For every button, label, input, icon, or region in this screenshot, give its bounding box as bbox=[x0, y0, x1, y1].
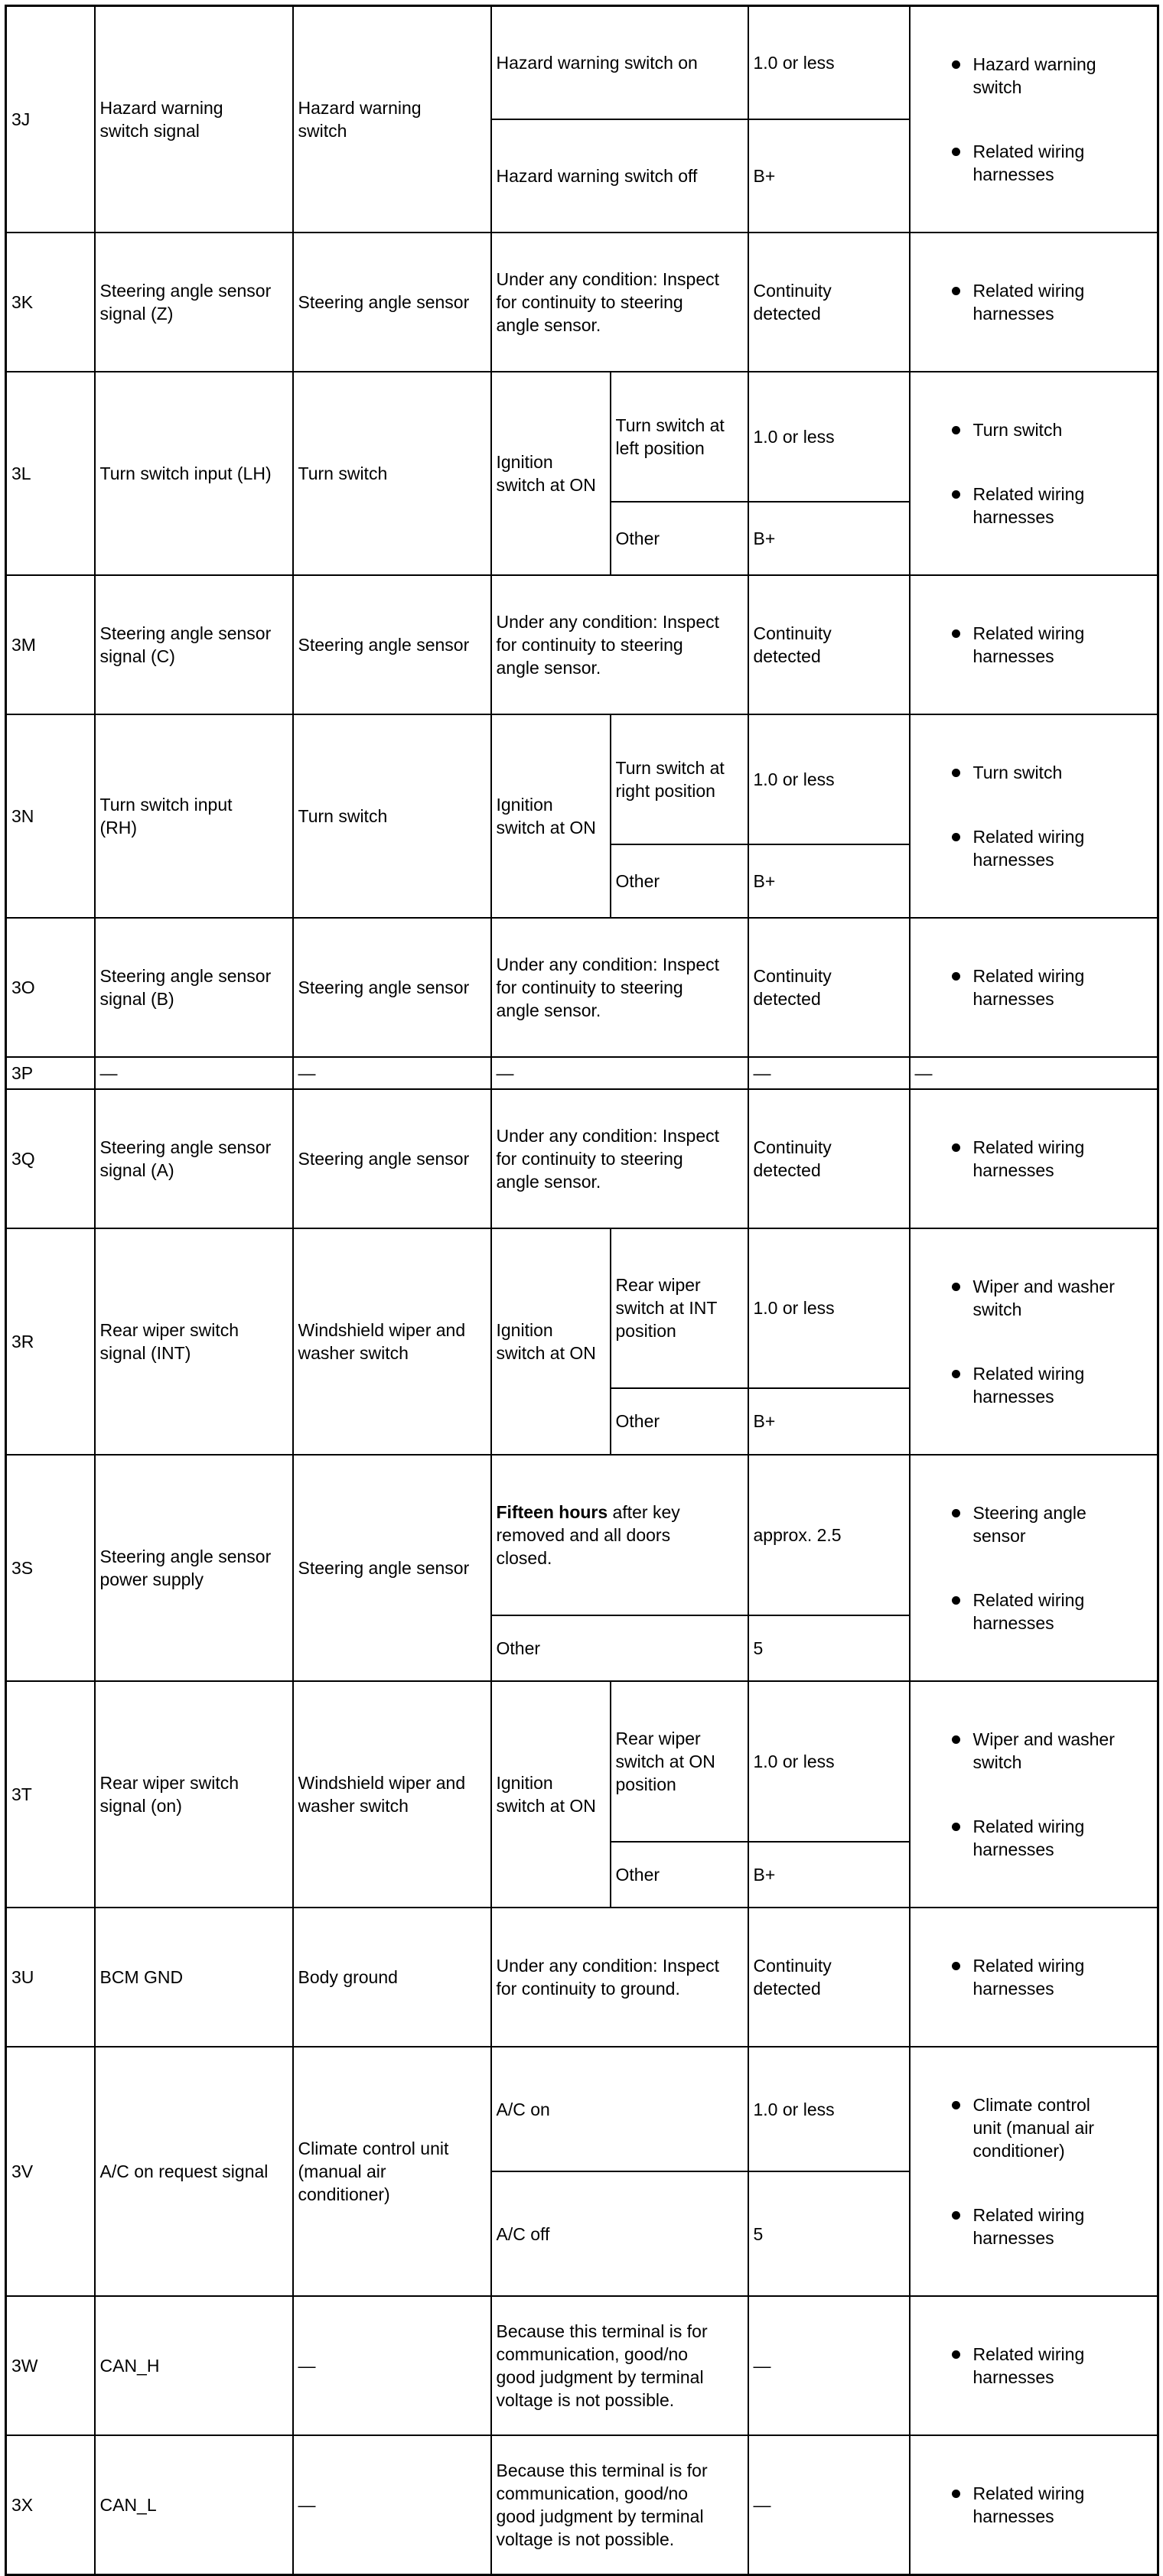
causes-list bbox=[915, 1113, 1153, 1205]
condition-cell: Under any condition: Inspect for continuity to steering angle sensor. bbox=[491, 233, 748, 372]
terminal-cell: 3P bbox=[6, 1057, 95, 1089]
causes-cell bbox=[910, 1228, 1158, 1455]
terminal-table bbox=[5, 5, 1159, 2576]
list-item bbox=[915, 2482, 1153, 2528]
description-cell: Steering angle sensor signal (Z) bbox=[95, 233, 293, 372]
description-cell: Steering angle sensor signal (A) bbox=[95, 1089, 293, 1228]
causes-list bbox=[915, 395, 1153, 551]
bullet-icon bbox=[952, 1596, 960, 1605]
bullet-icon bbox=[952, 769, 960, 777]
list-item bbox=[915, 279, 1153, 325]
table-row bbox=[6, 1228, 1158, 1388]
cause-text: Related wiring harnesses bbox=[972, 1956, 1085, 1999]
causes-cell bbox=[910, 372, 1158, 575]
causes-cell bbox=[910, 714, 1158, 918]
bullet-icon bbox=[952, 1823, 960, 1831]
bullet-icon bbox=[952, 1143, 960, 1152]
list-item bbox=[915, 622, 1153, 668]
connected-to-cell: Turn switch bbox=[293, 372, 491, 575]
bullet-icon bbox=[952, 972, 960, 981]
terminal-cell: 3U bbox=[6, 1908, 95, 2047]
description-cell: Rear wiper switch signal (INT) bbox=[95, 1228, 293, 1455]
connected-to-cell: — bbox=[293, 2435, 491, 2575]
condition-emphasis: Fifteen hours bbox=[496, 1501, 608, 1522]
bullet-icon bbox=[952, 60, 960, 69]
bullet-icon bbox=[952, 1283, 960, 1291]
table-row bbox=[6, 6, 1158, 119]
bullet-icon bbox=[952, 287, 960, 295]
table-row bbox=[6, 2296, 1158, 2435]
list-item bbox=[915, 1954, 1153, 2000]
cause-text: Related wiring harnesses bbox=[972, 2344, 1085, 2387]
bullet-icon bbox=[952, 490, 960, 499]
value-cell: Continuity detected bbox=[748, 918, 910, 1057]
cause-text: Related wiring harnesses bbox=[972, 1817, 1085, 1859]
value-cell: B+ bbox=[748, 844, 910, 918]
list-item bbox=[915, 1136, 1153, 1182]
condition-group-cell: Ignition switch at ON bbox=[491, 372, 611, 575]
value-cell: 1.0 or less bbox=[748, 1681, 910, 1842]
description-cell: Turn switch input (RH) bbox=[95, 714, 293, 918]
value-cell: B+ bbox=[748, 502, 910, 575]
list-item bbox=[915, 53, 1153, 99]
cause-text: Hazard warning switch bbox=[972, 54, 1096, 97]
value-cell: B+ bbox=[748, 1842, 910, 1908]
description-cell: Steering angle sensor signal (B) bbox=[95, 918, 293, 1057]
bullet-icon bbox=[952, 2350, 960, 2359]
list-item bbox=[915, 418, 1153, 441]
condition-group-cell: Ignition switch at ON bbox=[491, 1681, 611, 1908]
causes-cell bbox=[910, 233, 1158, 372]
value-cell: Continuity detected bbox=[748, 1089, 910, 1228]
terminal-cell: 3J bbox=[6, 6, 95, 233]
terminal-cell: 3L bbox=[6, 372, 95, 575]
condition-cell: A/C off bbox=[491, 2171, 748, 2296]
causes-list bbox=[915, 2459, 1153, 2551]
sub-condition-cell: Other bbox=[611, 1842, 748, 1908]
causes-cell bbox=[910, 1908, 1158, 2047]
description-cell: Steering angle sensor signal (C) bbox=[95, 575, 293, 714]
description-cell: — bbox=[95, 1057, 293, 1089]
causes-list bbox=[915, 2320, 1153, 2412]
condition-cell: Because this terminal is for communication, good/no good judgment by terminal voltage is not possible. bbox=[491, 2296, 748, 2435]
bullet-icon bbox=[952, 1962, 960, 1970]
cause-text: Related wiring harnesses bbox=[972, 484, 1085, 527]
cause-text: Related wiring harnesses bbox=[972, 1364, 1085, 1407]
causes-cell bbox=[910, 1681, 1158, 1908]
value-cell: 5 bbox=[748, 1615, 910, 1681]
causes-cell bbox=[910, 2047, 1158, 2296]
bullet-icon bbox=[952, 2490, 960, 2498]
list-item bbox=[915, 1589, 1153, 1634]
causes-list bbox=[915, 942, 1153, 1033]
causes-list bbox=[915, 1931, 1153, 2023]
causes-cell: — bbox=[910, 1057, 1158, 1089]
condition-cell: A/C on bbox=[491, 2047, 748, 2171]
cause-text: Wiper and washer switch bbox=[972, 1277, 1115, 1319]
connected-to-cell: Steering angle sensor bbox=[293, 918, 491, 1057]
description-cell: A/C on request signal bbox=[95, 2047, 293, 2296]
cause-text: Steering angle sensor bbox=[972, 1503, 1086, 1546]
value-cell: 5 bbox=[748, 2171, 910, 2296]
bullet-icon bbox=[952, 833, 960, 841]
causes-list bbox=[915, 1705, 1153, 1884]
value-cell: — bbox=[748, 1057, 910, 1089]
terminal-cell: 3Q bbox=[6, 1089, 95, 1228]
value-cell: 1.0 or less bbox=[748, 372, 910, 502]
cause-text: Related wiring harnesses bbox=[972, 966, 1085, 1009]
table-row bbox=[6, 1455, 1158, 1615]
connected-to-cell: Climate control unit (manual air conditioner) bbox=[293, 2047, 491, 2296]
table-row bbox=[6, 2047, 1158, 2171]
cause-text: Related wiring harnesses bbox=[972, 1137, 1085, 1180]
condition-group-cell: Ignition switch at ON bbox=[491, 1228, 611, 1455]
table-row bbox=[6, 918, 1158, 1057]
condition-group-cell: Ignition switch at ON bbox=[491, 714, 611, 918]
value-cell: B+ bbox=[748, 1388, 910, 1455]
cause-text: Related wiring harnesses bbox=[972, 2205, 1085, 2248]
cause-text: Related wiring harnesses bbox=[972, 1590, 1085, 1633]
table-row bbox=[6, 372, 1158, 502]
list-item bbox=[915, 1728, 1153, 1774]
condition-cell bbox=[491, 1455, 748, 1615]
value-cell: Continuity detected bbox=[748, 1908, 910, 2047]
causes-list bbox=[915, 1252, 1153, 1431]
terminal-cell: 3M bbox=[6, 575, 95, 714]
causes-cell bbox=[910, 1089, 1158, 1228]
terminal-cell: 3V bbox=[6, 2047, 95, 2296]
bullet-icon bbox=[952, 148, 960, 156]
list-item bbox=[915, 140, 1153, 186]
cause-text: Climate control unit (manual air conditioner) bbox=[972, 2095, 1095, 2161]
table-row bbox=[6, 1681, 1158, 1842]
condition-cell: Because this terminal is for communication, good/no good judgment by terminal voltage is not possible. bbox=[491, 2435, 748, 2575]
connected-to-cell: Turn switch bbox=[293, 714, 491, 918]
causes-cell bbox=[910, 2435, 1158, 2575]
terminal-cell: 3X bbox=[6, 2435, 95, 2575]
bullet-icon bbox=[952, 629, 960, 638]
value-cell: Continuity detected bbox=[748, 233, 910, 372]
connected-to-cell: Windshield wiper and washer switch bbox=[293, 1681, 491, 1908]
condition-cell: Under any condition: Inspect for continuity to steering angle sensor. bbox=[491, 918, 748, 1057]
bullet-icon bbox=[952, 426, 960, 434]
list-item bbox=[915, 761, 1153, 784]
terminal-cell: 3R bbox=[6, 1228, 95, 1455]
sub-condition-cell: Other bbox=[611, 502, 748, 575]
value-cell: 1.0 or less bbox=[748, 6, 910, 119]
value-cell: 1.0 or less bbox=[748, 2047, 910, 2171]
value-cell: approx. 2.5 bbox=[748, 1455, 910, 1615]
connected-to-cell: Steering angle sensor bbox=[293, 233, 491, 372]
sub-condition-cell: Rear wiper switch at ON position bbox=[611, 1681, 748, 1842]
connected-to-cell: — bbox=[293, 2296, 491, 2435]
list-item bbox=[915, 964, 1153, 1010]
table-row bbox=[6, 714, 1158, 844]
cause-text: Related wiring harnesses bbox=[972, 827, 1085, 870]
causes-list bbox=[915, 738, 1153, 894]
list-item bbox=[915, 483, 1153, 529]
list-item bbox=[915, 1275, 1153, 1321]
list-item bbox=[915, 2093, 1153, 2162]
terminal-cell: 3N bbox=[6, 714, 95, 918]
bullet-icon bbox=[952, 1509, 960, 1517]
condition-cell: Hazard warning switch off bbox=[491, 119, 748, 233]
table-row bbox=[6, 233, 1158, 372]
causes-list bbox=[915, 599, 1153, 691]
description-cell: Hazard warning switch signal bbox=[95, 6, 293, 233]
cause-text: Related wiring harnesses bbox=[972, 141, 1085, 184]
description-cell: BCM GND bbox=[95, 1908, 293, 2047]
terminal-cell: 3O bbox=[6, 918, 95, 1057]
description-cell: CAN_H bbox=[95, 2296, 293, 2435]
connected-to-cell: Steering angle sensor bbox=[293, 1455, 491, 1681]
causes-list bbox=[915, 30, 1153, 209]
description-cell: CAN_L bbox=[95, 2435, 293, 2575]
condition-text: after key removed and all doors closed. bbox=[496, 1501, 680, 1568]
connected-to-cell: Windshield wiper and washer switch bbox=[293, 1228, 491, 1455]
list-item bbox=[915, 825, 1153, 871]
description-cell: Turn switch input (LH) bbox=[95, 372, 293, 575]
condition-cell: Hazard warning switch on bbox=[491, 6, 748, 119]
value-cell: Continuity detected bbox=[748, 575, 910, 714]
list-item bbox=[915, 2204, 1153, 2249]
table-row bbox=[6, 1057, 1158, 1089]
value-cell: — bbox=[748, 2435, 910, 2575]
condition-cell: — bbox=[491, 1057, 748, 1089]
sub-condition-cell: Other bbox=[611, 1388, 748, 1455]
table-row bbox=[6, 575, 1158, 714]
description-cell: Steering angle sensor power supply bbox=[95, 1455, 293, 1681]
causes-list bbox=[915, 2070, 1153, 2272]
value-cell: 1.0 or less bbox=[748, 1228, 910, 1388]
connected-to-cell: Body ground bbox=[293, 1908, 491, 2047]
cause-text: Related wiring harnesses bbox=[972, 281, 1085, 324]
connected-to-cell: Steering angle sensor bbox=[293, 575, 491, 714]
value-cell: 1.0 or less bbox=[748, 714, 910, 844]
terminal-inspection-sheet bbox=[5, 5, 1159, 2576]
value-cell: — bbox=[748, 2296, 910, 2435]
terminal-cell: 3K bbox=[6, 233, 95, 372]
cause-text: Wiper and washer switch bbox=[972, 1729, 1115, 1772]
table-row bbox=[6, 1089, 1158, 1228]
connected-to-cell: — bbox=[293, 1057, 491, 1089]
condition-cell: Under any condition: Inspect for continuity to ground. bbox=[491, 1908, 748, 2047]
causes-cell bbox=[910, 1455, 1158, 1681]
causes-cell bbox=[910, 2296, 1158, 2435]
list-item bbox=[915, 1815, 1153, 1861]
cause-text: Turn switch bbox=[972, 420, 1063, 440]
causes-cell bbox=[910, 575, 1158, 714]
list-item bbox=[915, 1501, 1153, 1547]
description-cell: Rear wiper switch signal (on) bbox=[95, 1681, 293, 1908]
bullet-icon bbox=[952, 1370, 960, 1378]
bullet-icon bbox=[952, 2211, 960, 2220]
cause-text: Turn switch bbox=[972, 763, 1063, 782]
table-row bbox=[6, 2435, 1158, 2575]
causes-list bbox=[915, 1478, 1153, 1657]
bullet-icon bbox=[952, 1735, 960, 1744]
connected-to-cell: Steering angle sensor bbox=[293, 1089, 491, 1228]
cause-text: Related wiring harnesses bbox=[972, 623, 1085, 666]
sub-condition-cell: Rear wiper switch at INT position bbox=[611, 1228, 748, 1388]
condition-cell: Under any condition: Inspect for continuity to steering angle sensor. bbox=[491, 575, 748, 714]
causes-cell bbox=[910, 918, 1158, 1057]
causes-cell bbox=[910, 6, 1158, 233]
sub-condition-cell: Turn switch at left position bbox=[611, 372, 748, 502]
list-item bbox=[915, 1362, 1153, 1408]
terminal-cell: 3S bbox=[6, 1455, 95, 1681]
sub-condition-cell: Other bbox=[611, 844, 748, 918]
terminal-cell: 3T bbox=[6, 1681, 95, 1908]
table-row bbox=[6, 1908, 1158, 2047]
causes-list bbox=[915, 256, 1153, 348]
value-cell: B+ bbox=[748, 119, 910, 233]
condition-cell: Under any condition: Inspect for continuity to steering angle sensor. bbox=[491, 1089, 748, 1228]
condition-cell: Other bbox=[491, 1615, 748, 1681]
connected-to-cell: Hazard warning switch bbox=[293, 6, 491, 233]
terminal-cell: 3W bbox=[6, 2296, 95, 2435]
sub-condition-cell: Turn switch at right position bbox=[611, 714, 748, 844]
bullet-icon bbox=[952, 2101, 960, 2109]
cause-text: Related wiring harnesses bbox=[972, 2483, 1085, 2526]
list-item bbox=[915, 2343, 1153, 2389]
